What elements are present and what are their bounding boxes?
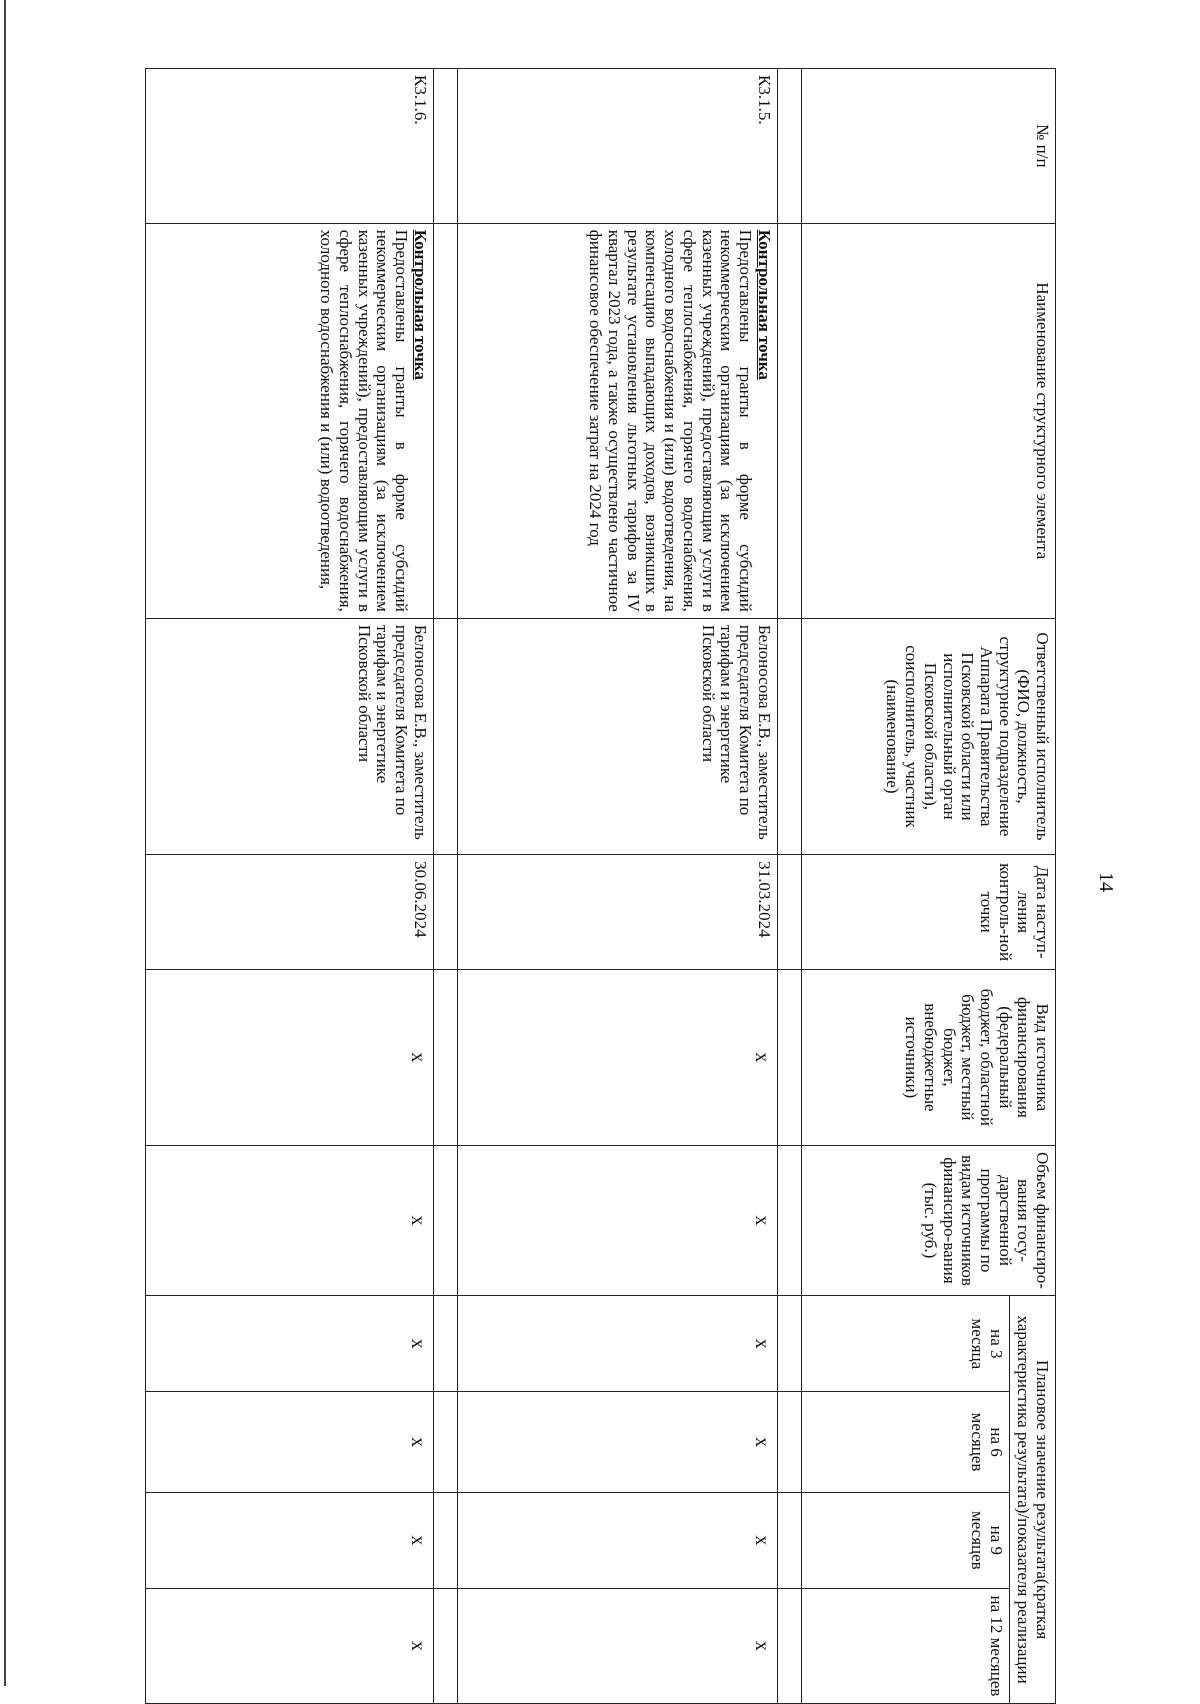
table-row-empty-2 xyxy=(433,69,457,1704)
cell-m6 xyxy=(433,1392,457,1492)
control-point-title: Контрольная точка xyxy=(410,229,430,380)
header-row-top xyxy=(1009,69,1055,1704)
cell-responsible xyxy=(777,618,801,854)
cell-m6: x xyxy=(145,1392,433,1492)
cell-desc xyxy=(433,223,457,618)
cell-volume: x xyxy=(457,1145,777,1296)
cell-volume: x xyxy=(145,1145,433,1296)
table-row-k315 xyxy=(457,69,777,1704)
table-row-k316 xyxy=(145,69,433,1704)
cell-m9: x xyxy=(145,1492,433,1588)
header-m9: на 9 месяцев xyxy=(801,1492,1009,1588)
cell-num xyxy=(777,69,801,224)
cell-m12: x xyxy=(457,1588,777,1703)
cell-num: К3.1.6. xyxy=(145,69,433,224)
cell-desc xyxy=(777,223,801,618)
table-row-empty-1 xyxy=(777,69,801,1704)
control-point-description: Предоставлены гранты в форме субсидий некоммерческим организациям (за исключением казенных учреждений), предоставляющим услуги в сфере теплоснабжения, горячего водоснабжения, холодного водоснабжения и (или) водоотведения, на компенсацию выпадающих доходов, возникших в результате установления льготных тарифов за IV квартал 2023 года, а также осуществлено частичное финансовое обеспечение затрат на 2024 год xyxy=(586,229,755,612)
cell-source: x xyxy=(145,970,433,1146)
header-m12: на 12 месяцев xyxy=(801,1588,1009,1703)
cell-m9 xyxy=(777,1492,801,1588)
control-point-title: Контрольная точка xyxy=(754,229,774,380)
cell-source xyxy=(777,970,801,1146)
binding-margin-line xyxy=(4,0,6,1686)
cell-m3: x xyxy=(457,1296,777,1392)
cell-date: 31.03.2024 xyxy=(457,855,777,970)
header-name: Наименование структурного элемента xyxy=(801,223,1055,618)
cell-volume xyxy=(777,1145,801,1296)
page-number: 14 xyxy=(1095,872,1118,892)
cell-responsible: Белоносова Е.В., заместитель председателя Комитета по тарифам и энергетике Псковской области xyxy=(145,618,433,854)
cell-m6 xyxy=(777,1392,801,1492)
header-plan-group: Плановое значение результата(краткая характеристика результата)/показателя реализации xyxy=(1009,1296,1055,1704)
cell-m3 xyxy=(433,1296,457,1392)
control-points-table xyxy=(145,68,1056,1704)
cell-volume xyxy=(433,1145,457,1296)
cell-m12 xyxy=(777,1588,801,1703)
cell-date xyxy=(777,855,801,970)
cell-num: К3.1.5. xyxy=(457,69,777,224)
cell-m12 xyxy=(433,1588,457,1703)
cell-m12: x xyxy=(145,1588,433,1703)
cell-desc xyxy=(145,223,433,618)
control-point-description: Предоставлены гранты в форме субсидий некоммерческим организациям (за исключением казенных учреждений), предоставляющим услуги в сфере теплоснабжения, горячего водоснабжения, холодного водоснабжения и (или) водоотведения, xyxy=(317,229,411,612)
header-m6: на 6 месяцев xyxy=(801,1392,1009,1492)
rotated-table-wrapper xyxy=(148,68,1056,1704)
cell-responsible xyxy=(433,618,457,854)
cell-desc xyxy=(457,223,777,618)
cell-source: x xyxy=(457,970,777,1146)
header-volume: Объем финансиро-вания госу-дарственной программы по видам источников финансиро-вания (тыс. руб.) xyxy=(801,1145,1055,1296)
cell-date: 30.06.2024 xyxy=(145,855,433,970)
cell-m6: x xyxy=(457,1392,777,1492)
header-responsible: Ответственный исполнитель (ФИО, должность, структурное подразделение Аппарата Правительства Псковской области или исполнительный орган Псковской области), соисполнитель, участник (наименование) xyxy=(801,618,1055,854)
cell-m3: x xyxy=(145,1296,433,1392)
cell-m9 xyxy=(433,1492,457,1588)
cell-responsible: Белоносова Е.В., заместитель председателя Комитета по тарифам и энергетике Псковской области xyxy=(457,618,777,854)
header-date: Дата наступ-ления контроль-ной точки xyxy=(801,855,1055,970)
header-num: № п/п xyxy=(801,69,1055,224)
cell-date xyxy=(433,855,457,970)
header-source: Вид источника финансирования (федеральный бюджет, областной бюджет, местный бюджет, внебюджетные источники) xyxy=(801,970,1055,1146)
cell-source xyxy=(433,970,457,1146)
cell-m9: x xyxy=(457,1492,777,1588)
header-m3: на 3 месяца xyxy=(801,1296,1009,1392)
cell-m3 xyxy=(777,1296,801,1392)
cell-num xyxy=(433,69,457,224)
